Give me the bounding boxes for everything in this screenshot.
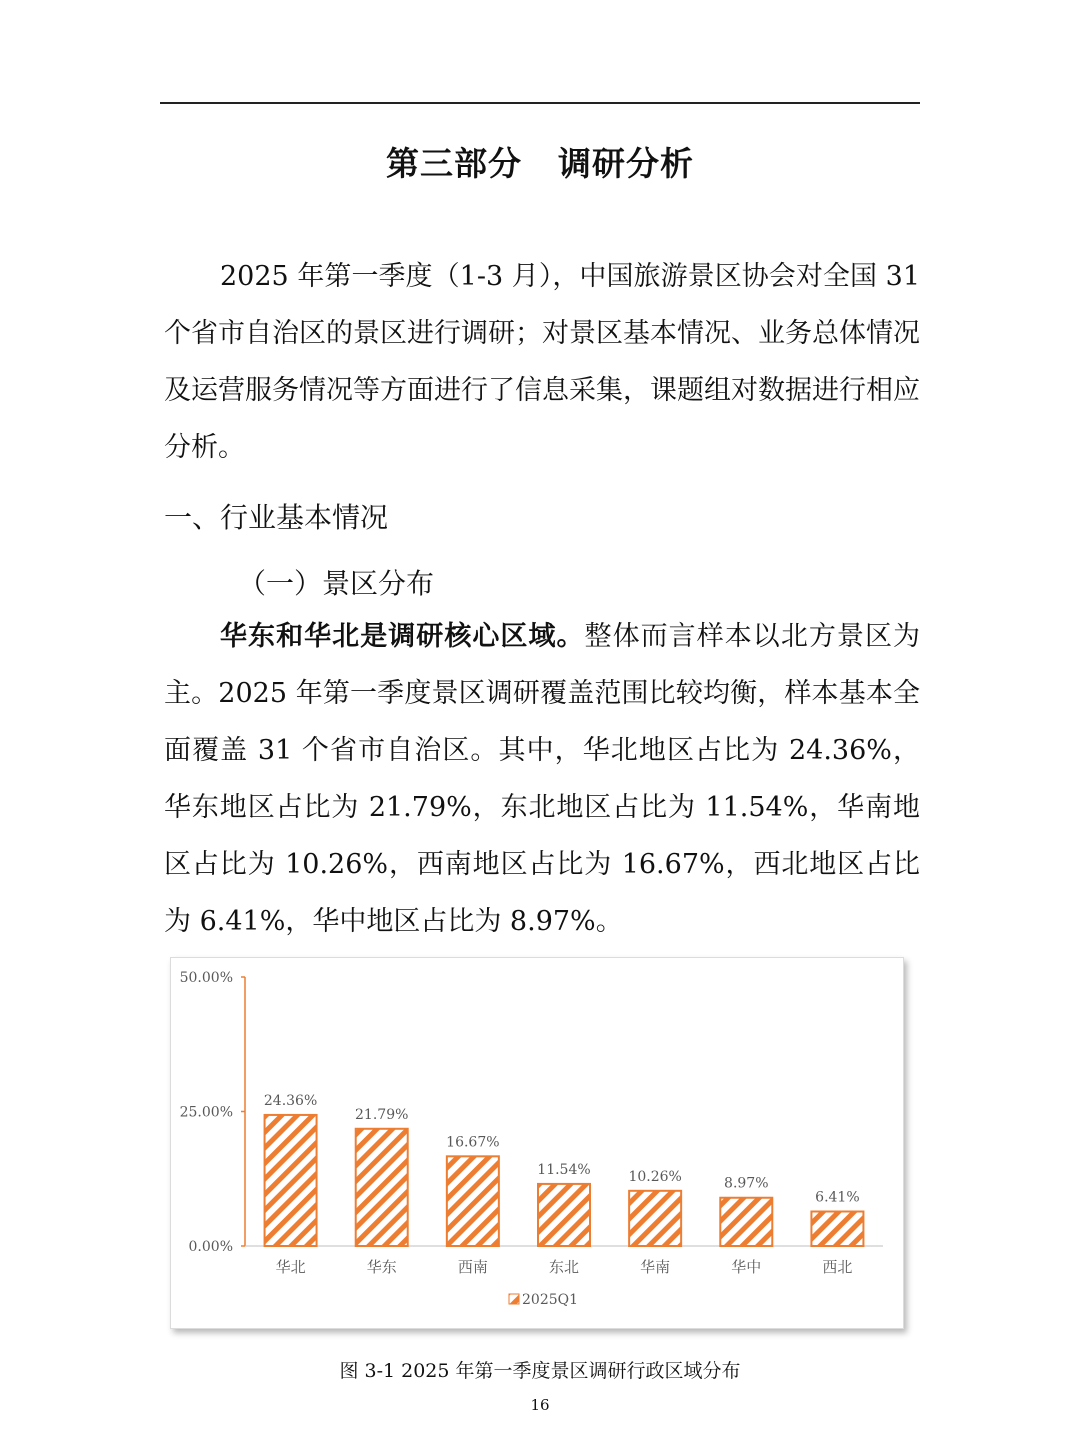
part-title-number: 第三部分 (386, 144, 522, 183)
bar (265, 1115, 317, 1246)
y-tick-label: 25.00% (179, 1104, 233, 1121)
part-title-text: 调研分析 (558, 144, 694, 183)
bar (447, 1156, 499, 1246)
bar-value-label: 21.79% (355, 1106, 409, 1123)
y-tick-label: 0.00% (188, 1239, 233, 1255)
header-rule (160, 102, 920, 104)
x-tick-label: 华南 (640, 1258, 671, 1276)
x-tick-label: 华中 (731, 1258, 762, 1276)
bar-value-label: 16.67% (446, 1134, 500, 1151)
bar (356, 1129, 408, 1246)
region-distribution-chart (170, 957, 904, 1329)
bar (538, 1184, 590, 1246)
y-tick-label: 50.00% (179, 970, 233, 986)
bar-value-label: 8.97% (724, 1175, 769, 1192)
x-tick-label: 华北 (275, 1258, 306, 1276)
x-tick-label: 西北 (822, 1258, 853, 1276)
x-tick-label: 东北 (548, 1258, 580, 1276)
part-title (0, 138, 1080, 185)
intro-paragraph: 2025 年第一季度（1-3 月），中国旅游景区协会对全国 31 个省市自治区的景区进行调研；对景区基本情况、业务总体情况及运营服务情况等方面进行了信息采集，课题组对数据进行相应分析。 (164, 261, 920, 463)
lead-sentence: 华东和华北是调研核心区域。 (220, 621, 585, 652)
legend-label: 2025Q1 (522, 1292, 579, 1308)
section-heading: 一、行业基本情况 (164, 501, 389, 534)
distribution-paragraph (164, 608, 920, 950)
bar (811, 1212, 863, 1246)
bar-value-label: 10.26% (628, 1168, 682, 1185)
bar-value-label: 11.54% (537, 1161, 591, 1178)
paragraph-body: 整体而言样本以北方景区为主。2025 年第一季度景区调研覆盖范围比较均衡，样本基本全面覆盖 31 个省市自治区。其中，华北地区占比为 24.36%，华东地区占比为 21.79%，东北地区占比为 11.54%，华南地区占比为 10.26%，西南地区占比为 16.67%，西北地区占比为 6.41%，华中地区占比为 8.97%。 (164, 621, 921, 937)
x-tick-label: 西南 (457, 1258, 488, 1276)
figure-caption: 图 3-1 2025 年第一季度景区调研行政区域分布 (339, 1360, 741, 1382)
bar-value-label: 24.36% (263, 1092, 318, 1109)
chart-canvas (171, 958, 903, 1328)
page-number: 16 (530, 1396, 550, 1414)
subsection-heading: （一）景区分布 (238, 567, 435, 600)
x-tick-label: 华东 (366, 1258, 397, 1276)
bar (629, 1191, 681, 1246)
bar (720, 1198, 772, 1246)
legend-swatch (509, 1294, 519, 1304)
bar-value-label: 6.41% (815, 1189, 860, 1206)
